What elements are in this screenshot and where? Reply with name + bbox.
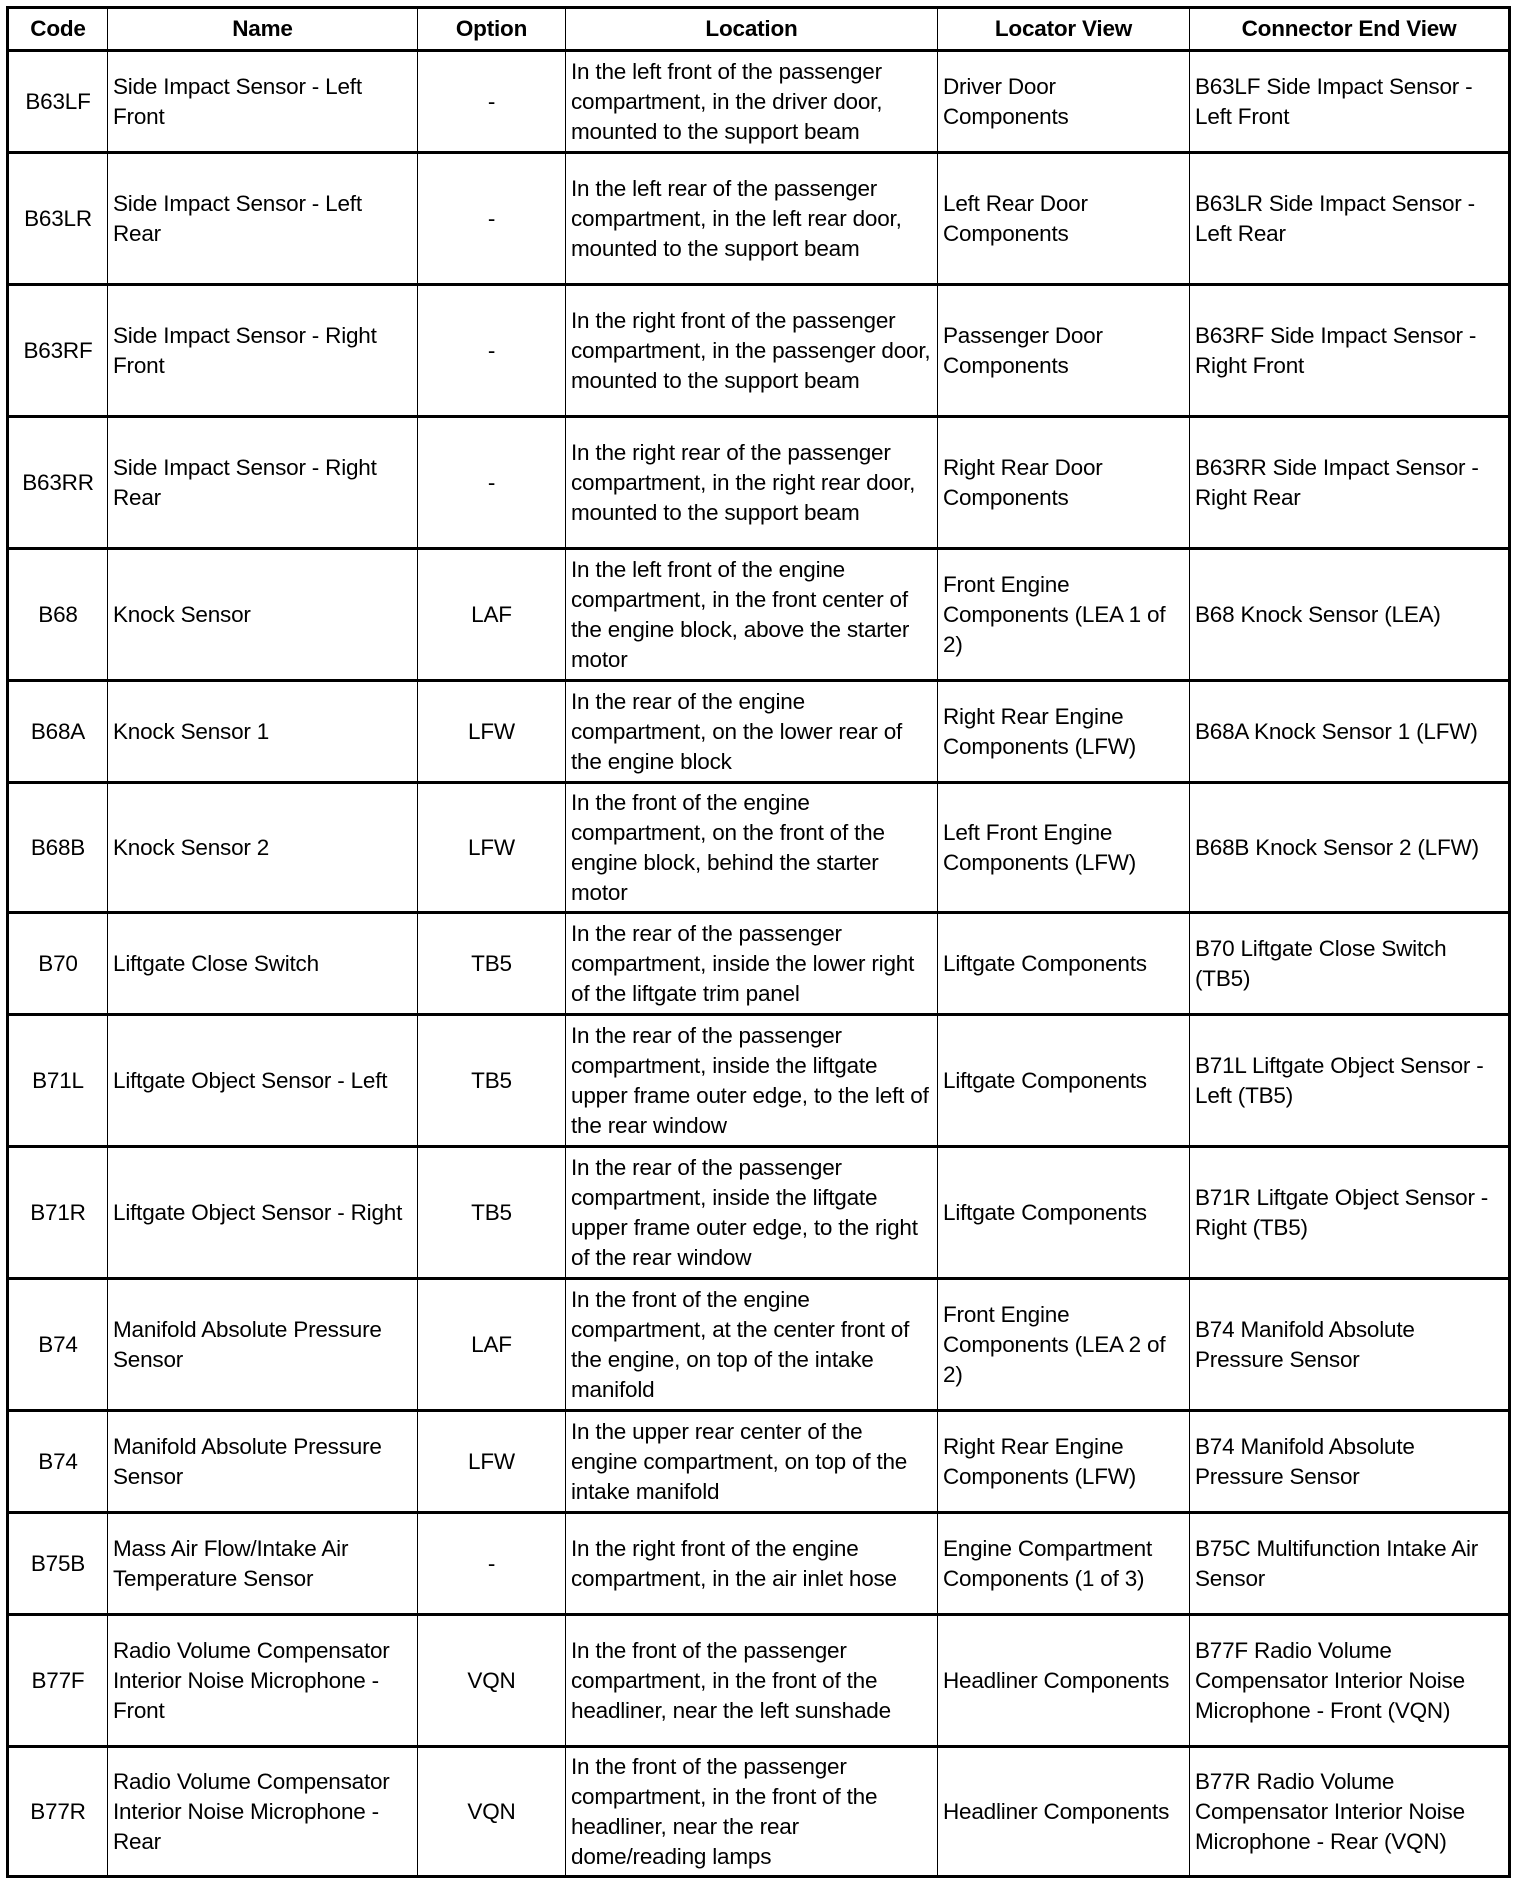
cell-option: LAF [418,1279,566,1411]
cell-location: In the rear of the engine compartment, on the lower rear of the engine block [566,681,938,783]
cell-locator-view: Right Rear Door Components [938,417,1190,549]
cell-name: Knock Sensor 1 [108,681,418,783]
cell-connector-end-view: B74 Manifold Absolute Pressure Sensor [1190,1411,1510,1513]
cell-locator-view: Liftgate Components [938,913,1190,1015]
header-name: Name [108,8,418,51]
cell-location: In the right rear of the passenger compartment, in the right rear door, mounted to the support beam [566,417,938,549]
cell-location: In the left front of the passenger compartment, in the driver door, mounted to the support beam [566,51,938,153]
cell-code: B63RR [8,417,108,549]
cell-name: Liftgate Object Sensor - Right [108,1147,418,1279]
table-row [8,153,1510,285]
cell-location: In the rear of the passenger compartment, inside the lower right of the liftgate trim panel [566,913,938,1015]
cell-name: Knock Sensor [108,549,418,681]
table-row [8,417,1510,549]
cell-name: Side Impact Sensor - Left Front [108,51,418,153]
cell-code: B75B [8,1513,108,1615]
cell-name: Side Impact Sensor - Right Front [108,285,418,417]
cell-connector-end-view: B63LR Side Impact Sensor - Left Rear [1190,153,1510,285]
cell-locator-view: Front Engine Components (LEA 1 of 2) [938,549,1190,681]
component-locator-table [6,6,1511,1878]
cell-option: - [418,417,566,549]
cell-code: B74 [8,1411,108,1513]
cell-option: VQN [418,1747,566,1877]
cell-option: LAF [418,549,566,681]
cell-location: In the rear of the passenger compartment, inside the liftgate upper frame outer edge, to the right of the rear window [566,1147,938,1279]
table-row [8,1411,1510,1513]
cell-option: - [418,51,566,153]
cell-connector-end-view: B75C Multifunction Intake Air Sensor [1190,1513,1510,1615]
header-connector-end-view: Connector End View [1190,8,1510,51]
cell-option: - [418,153,566,285]
cell-code: B77F [8,1615,108,1747]
cell-location: In the left front of the engine compartment, in the front center of the engine block, above the starter motor [566,549,938,681]
cell-code: B68B [8,783,108,913]
cell-location: In the front of the passenger compartment, in the front of the headliner, near the rear dome/reading lamps [566,1747,938,1877]
cell-location: In the front of the engine compartment, at the center front of the engine, on top of the intake manifold [566,1279,938,1411]
table-row [8,783,1510,913]
cell-locator-view: Headliner Components [938,1615,1190,1747]
cell-connector-end-view: B70 Liftgate Close Switch (TB5) [1190,913,1510,1015]
header-code: Code [8,8,108,51]
cell-locator-view: Liftgate Components [938,1147,1190,1279]
cell-code: B63LF [8,51,108,153]
cell-connector-end-view: B77R Radio Volume Compensator Interior Noise Microphone - Rear (VQN) [1190,1747,1510,1877]
header-row [8,8,1510,51]
cell-connector-end-view: B63RR Side Impact Sensor - Right Rear [1190,417,1510,549]
cell-location: In the front of the passenger compartment, in the front of the headliner, near the left sunshade [566,1615,938,1747]
table-row [8,1747,1510,1877]
cell-name: Manifold Absolute Pressure Sensor [108,1279,418,1411]
cell-option: - [418,285,566,417]
cell-locator-view: Engine Compartment Components (1 of 3) [938,1513,1190,1615]
cell-location: In the rear of the passenger compartment, inside the liftgate upper frame outer edge, to the left of the rear window [566,1015,938,1147]
cell-locator-view: Right Rear Engine Components (LFW) [938,681,1190,783]
cell-connector-end-view: B68 Knock Sensor (LEA) [1190,549,1510,681]
table-row [8,51,1510,153]
cell-code: B77R [8,1747,108,1877]
header-location: Location [566,8,938,51]
cell-code: B68A [8,681,108,783]
cell-name: Manifold Absolute Pressure Sensor [108,1411,418,1513]
cell-code: B70 [8,913,108,1015]
cell-locator-view: Passenger Door Components [938,285,1190,417]
table-row [8,1513,1510,1615]
cell-locator-view: Right Rear Engine Components (LFW) [938,1411,1190,1513]
cell-location: In the upper rear center of the engine compartment, on top of the intake manifold [566,1411,938,1513]
cell-code: B68 [8,549,108,681]
cell-connector-end-view: B68B Knock Sensor 2 (LFW) [1190,783,1510,913]
cell-location: In the left rear of the passenger compartment, in the left rear door, mounted to the support beam [566,153,938,285]
cell-connector-end-view: B74 Manifold Absolute Pressure Sensor [1190,1279,1510,1411]
cell-location: In the right front of the passenger compartment, in the passenger door, mounted to the support beam [566,285,938,417]
cell-locator-view: Front Engine Components (LEA 2 of 2) [938,1279,1190,1411]
header-option: Option [418,8,566,51]
cell-locator-view: Liftgate Components [938,1015,1190,1147]
cell-connector-end-view: B71L Liftgate Object Sensor - Left (TB5) [1190,1015,1510,1147]
cell-option: VQN [418,1615,566,1747]
table-row [8,1615,1510,1747]
cell-connector-end-view: B68A Knock Sensor 1 (LFW) [1190,681,1510,783]
cell-code: B71R [8,1147,108,1279]
cell-name: Knock Sensor 2 [108,783,418,913]
cell-option: LFW [418,1411,566,1513]
cell-name: Liftgate Close Switch [108,913,418,1015]
cell-code: B71L [8,1015,108,1147]
cell-name: Radio Volume Compensator Interior Noise Microphone - Front [108,1615,418,1747]
cell-connector-end-view: B63RF Side Impact Sensor - Right Front [1190,285,1510,417]
cell-option: - [418,1513,566,1615]
cell-code: B74 [8,1279,108,1411]
cell-name: Side Impact Sensor - Left Rear [108,153,418,285]
cell-location: In the right front of the engine compartment, in the air inlet hose [566,1513,938,1615]
cell-option: TB5 [418,913,566,1015]
cell-name: Side Impact Sensor - Right Rear [108,417,418,549]
cell-option: TB5 [418,1015,566,1147]
cell-code: B63LR [8,153,108,285]
cell-locator-view: Headliner Components [938,1747,1190,1877]
cell-locator-view: Left Front Engine Components (LFW) [938,783,1190,913]
table-row [8,1147,1510,1279]
cell-name: Radio Volume Compensator Interior Noise Microphone - Rear [108,1747,418,1877]
cell-locator-view: Driver Door Components [938,51,1190,153]
table-row [8,681,1510,783]
table-row [8,1279,1510,1411]
table-row [8,549,1510,681]
cell-option: LFW [418,783,566,913]
cell-connector-end-view: B71R Liftgate Object Sensor - Right (TB5) [1190,1147,1510,1279]
cell-option: LFW [418,681,566,783]
table-row [8,1015,1510,1147]
cell-connector-end-view: B77F Radio Volume Compensator Interior Noise Microphone - Front (VQN) [1190,1615,1510,1747]
cell-code: B63RF [8,285,108,417]
header-locator-view: Locator View [938,8,1190,51]
cell-locator-view: Left Rear Door Components [938,153,1190,285]
cell-location: In the front of the engine compartment, on the front of the engine block, behind the starter motor [566,783,938,913]
cell-name: Liftgate Object Sensor - Left [108,1015,418,1147]
table-row [8,285,1510,417]
cell-name: Mass Air Flow/Intake Air Temperature Sensor [108,1513,418,1615]
table-row [8,913,1510,1015]
cell-option: TB5 [418,1147,566,1279]
cell-connector-end-view: B63LF Side Impact Sensor - Left Front [1190,51,1510,153]
